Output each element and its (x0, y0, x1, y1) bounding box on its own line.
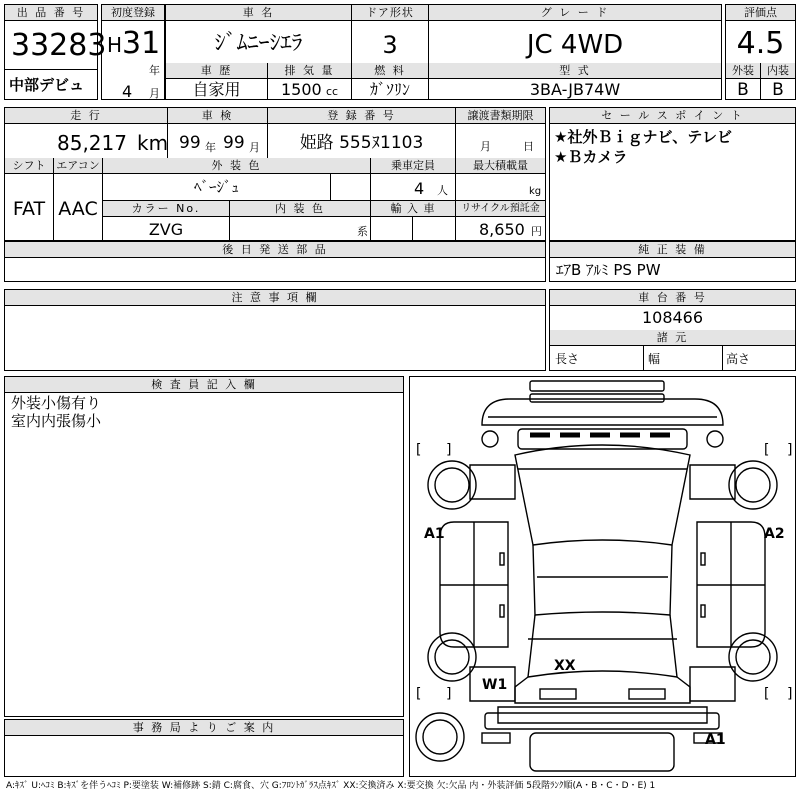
history-label: 車 歴 (166, 63, 267, 79)
inspection-month-unit: 月 (249, 141, 260, 154)
lot-number: 33283 (11, 28, 107, 63)
later-parts-section (4, 241, 546, 282)
inspection-label: 車 検 (168, 108, 267, 124)
fuel-label: 燃 料 (352, 63, 428, 79)
width-label: 幅 (648, 352, 661, 366)
displacement: 1500 (281, 80, 322, 99)
first-registration-label: 初度登録 (102, 5, 164, 21)
damage-mark-rear-left: W1 (482, 677, 508, 693)
sales-points-label: セ ー ル ス ポ イ ン ト (550, 108, 795, 124)
shift-label: シフト (5, 158, 53, 174)
equipment-section (549, 241, 796, 282)
interior-grade: B (772, 80, 784, 100)
ac-label: エアコン (54, 158, 102, 174)
door-type: 3 (382, 31, 398, 59)
transfer-day-unit: 日 (523, 140, 534, 153)
interior-color-label: 内 装 色 (230, 201, 370, 217)
model-label: 型 式 (429, 63, 721, 79)
bracket-left-top-open: [ (414, 442, 423, 458)
height-label: 高さ (726, 352, 751, 366)
shift: FAT (12, 198, 46, 220)
sales-point-1: ★社外Ｂｉｇナビ、テレビ (554, 128, 732, 146)
overall-score: 4.5 (736, 26, 785, 61)
seating-capacity: 4 (414, 179, 425, 198)
bracket-right-bottom-close: ] (786, 686, 795, 702)
inspector-note-1: 外装小傷有り (11, 394, 102, 412)
color-number: ZVG (148, 220, 184, 239)
mileage: 85,217 (57, 131, 127, 155)
recycle-deposit: 8,650 (479, 220, 525, 239)
load-unit: kg (529, 186, 542, 197)
equipment-label: 純 正 装 備 (550, 242, 795, 258)
transfer-deadline-label: 譲渡書類期限 (456, 108, 545, 124)
vehicle-header (165, 4, 722, 100)
inspector-notes-section (4, 376, 404, 717)
chassis-number: 108466 (641, 308, 704, 327)
grade: JC 4WD (526, 30, 624, 60)
import-label: 輸 入 車 (371, 201, 455, 217)
specs-label: 諸 元 (550, 330, 795, 346)
air-conditioner: AAC (58, 198, 98, 220)
score-cell (725, 4, 796, 100)
plate-label: 登 録 番 号 (268, 108, 455, 124)
exterior-color: ﾍﾞｰｼﾞｭ (193, 178, 239, 196)
registration-year: 31 (122, 26, 161, 61)
sales-points-section (549, 107, 796, 241)
equipment-list: ｴｱB ｱﾙﾐ PS PW (556, 261, 661, 279)
bracket-right-top-open: [ (762, 442, 771, 458)
exterior-grade: B (737, 80, 749, 100)
inspector-note-2: 室内内張傷小 (11, 412, 102, 430)
inspection-month: 99 (223, 133, 245, 153)
fuel: ｶﾞｿﾘﾝ (369, 80, 410, 99)
inspection-year: 99 (179, 133, 201, 153)
mileage-unit: km (137, 131, 169, 155)
auction-venue: 中部デビュ (9, 76, 85, 94)
exterior-color-label: 外 装 色 (103, 158, 370, 174)
month-unit: 月 (149, 87, 160, 100)
grade-label: グ レ ー ド (429, 5, 721, 21)
color-number-label: カラー No. (103, 201, 229, 217)
lot-number-cell (4, 4, 107, 100)
car-name-label: 車 名 (166, 5, 351, 21)
chassis-section (549, 289, 796, 371)
history: 自家用 (192, 80, 241, 99)
mileage-label: 走 行 (5, 108, 167, 124)
car-name: ｼﾞﾑﾆｰｼｴﾗ (214, 31, 303, 56)
bracket-left-bottom-open: [ (414, 686, 423, 702)
door-type-label: ドア形状 (352, 5, 428, 21)
vehicle-outline-diagram (410, 377, 795, 776)
damage-mark-rear-center: XX (554, 658, 576, 674)
transfer-month-unit: 月 (480, 140, 491, 153)
recycle-unit: 円 (531, 225, 542, 238)
bracket-right-bottom-open: [ (762, 686, 771, 702)
registration-month: 4 (122, 82, 133, 101)
lot-number-label: 出 品 番 号 (5, 5, 97, 21)
interior-color-unit: 系 (357, 225, 368, 238)
bracket-left-top-close: ] (445, 442, 454, 458)
model-code: 3BA-JB74W (529, 80, 621, 99)
vehicle-info-grid (4, 107, 546, 241)
notes-section (4, 289, 546, 371)
notes-label: 注 意 事 項 欄 (5, 290, 545, 306)
inspection-year-unit: 年 (205, 141, 216, 154)
capacity-label: 乗車定員 (371, 158, 455, 174)
office-notice-label: 事 務 局 よ り ご 案 内 (5, 720, 403, 736)
displacement-label: 排 気 量 (268, 63, 351, 79)
max-load-label: 最大積載量 (456, 158, 545, 174)
later-parts-label: 後 日 発 送 部 品 (5, 242, 545, 258)
first-registration-cell (101, 4, 165, 100)
interior-label: 内装 (761, 63, 795, 79)
plate-number: 姫路 555ﾇ1103 (299, 133, 424, 153)
bracket-left-bottom-close: ] (445, 686, 454, 702)
era: H (107, 33, 123, 57)
length-label: 長さ (555, 352, 580, 366)
bracket-right-top-close: ] (786, 442, 795, 458)
exterior-label: 外装 (726, 63, 760, 79)
capacity-unit: 人 (437, 184, 448, 197)
year-unit: 年 (149, 64, 160, 77)
office-notice-section (4, 719, 404, 777)
damage-mark-left-side: A1 (424, 526, 445, 542)
displacement-unit: cc (326, 85, 339, 98)
legend-line: A:ｷｽﾞ U:ﾍｺﾐ B:ｷｽﾞを伴うﾍｺﾐ P:要塗装 W:補修跡 S:錆 C:腐食、穴 G:ﾌﾛﾝﾄｶﾞﾗｽ点ｷｽﾞ XX:交換済み X:要交換 欠:欠品 内・外装評価 5段階ﾗﾝｸ順(A・B・C・D・E) 1 (6, 781, 656, 791)
inspector-notes-label: 検 査 員 記 入 欄 (5, 377, 403, 393)
chassis-number-label: 車 台 番 号 (550, 290, 795, 306)
damage-diagram (409, 376, 796, 777)
recycle-deposit-label: リサイクル預託金 (456, 201, 545, 217)
damage-mark-right-side: A2 (764, 526, 785, 542)
sales-point-2: ★Ｂカメラ (554, 148, 628, 166)
damage-mark-rear-bottom: A1 (705, 732, 726, 748)
score-label: 評価点 (726, 5, 795, 21)
